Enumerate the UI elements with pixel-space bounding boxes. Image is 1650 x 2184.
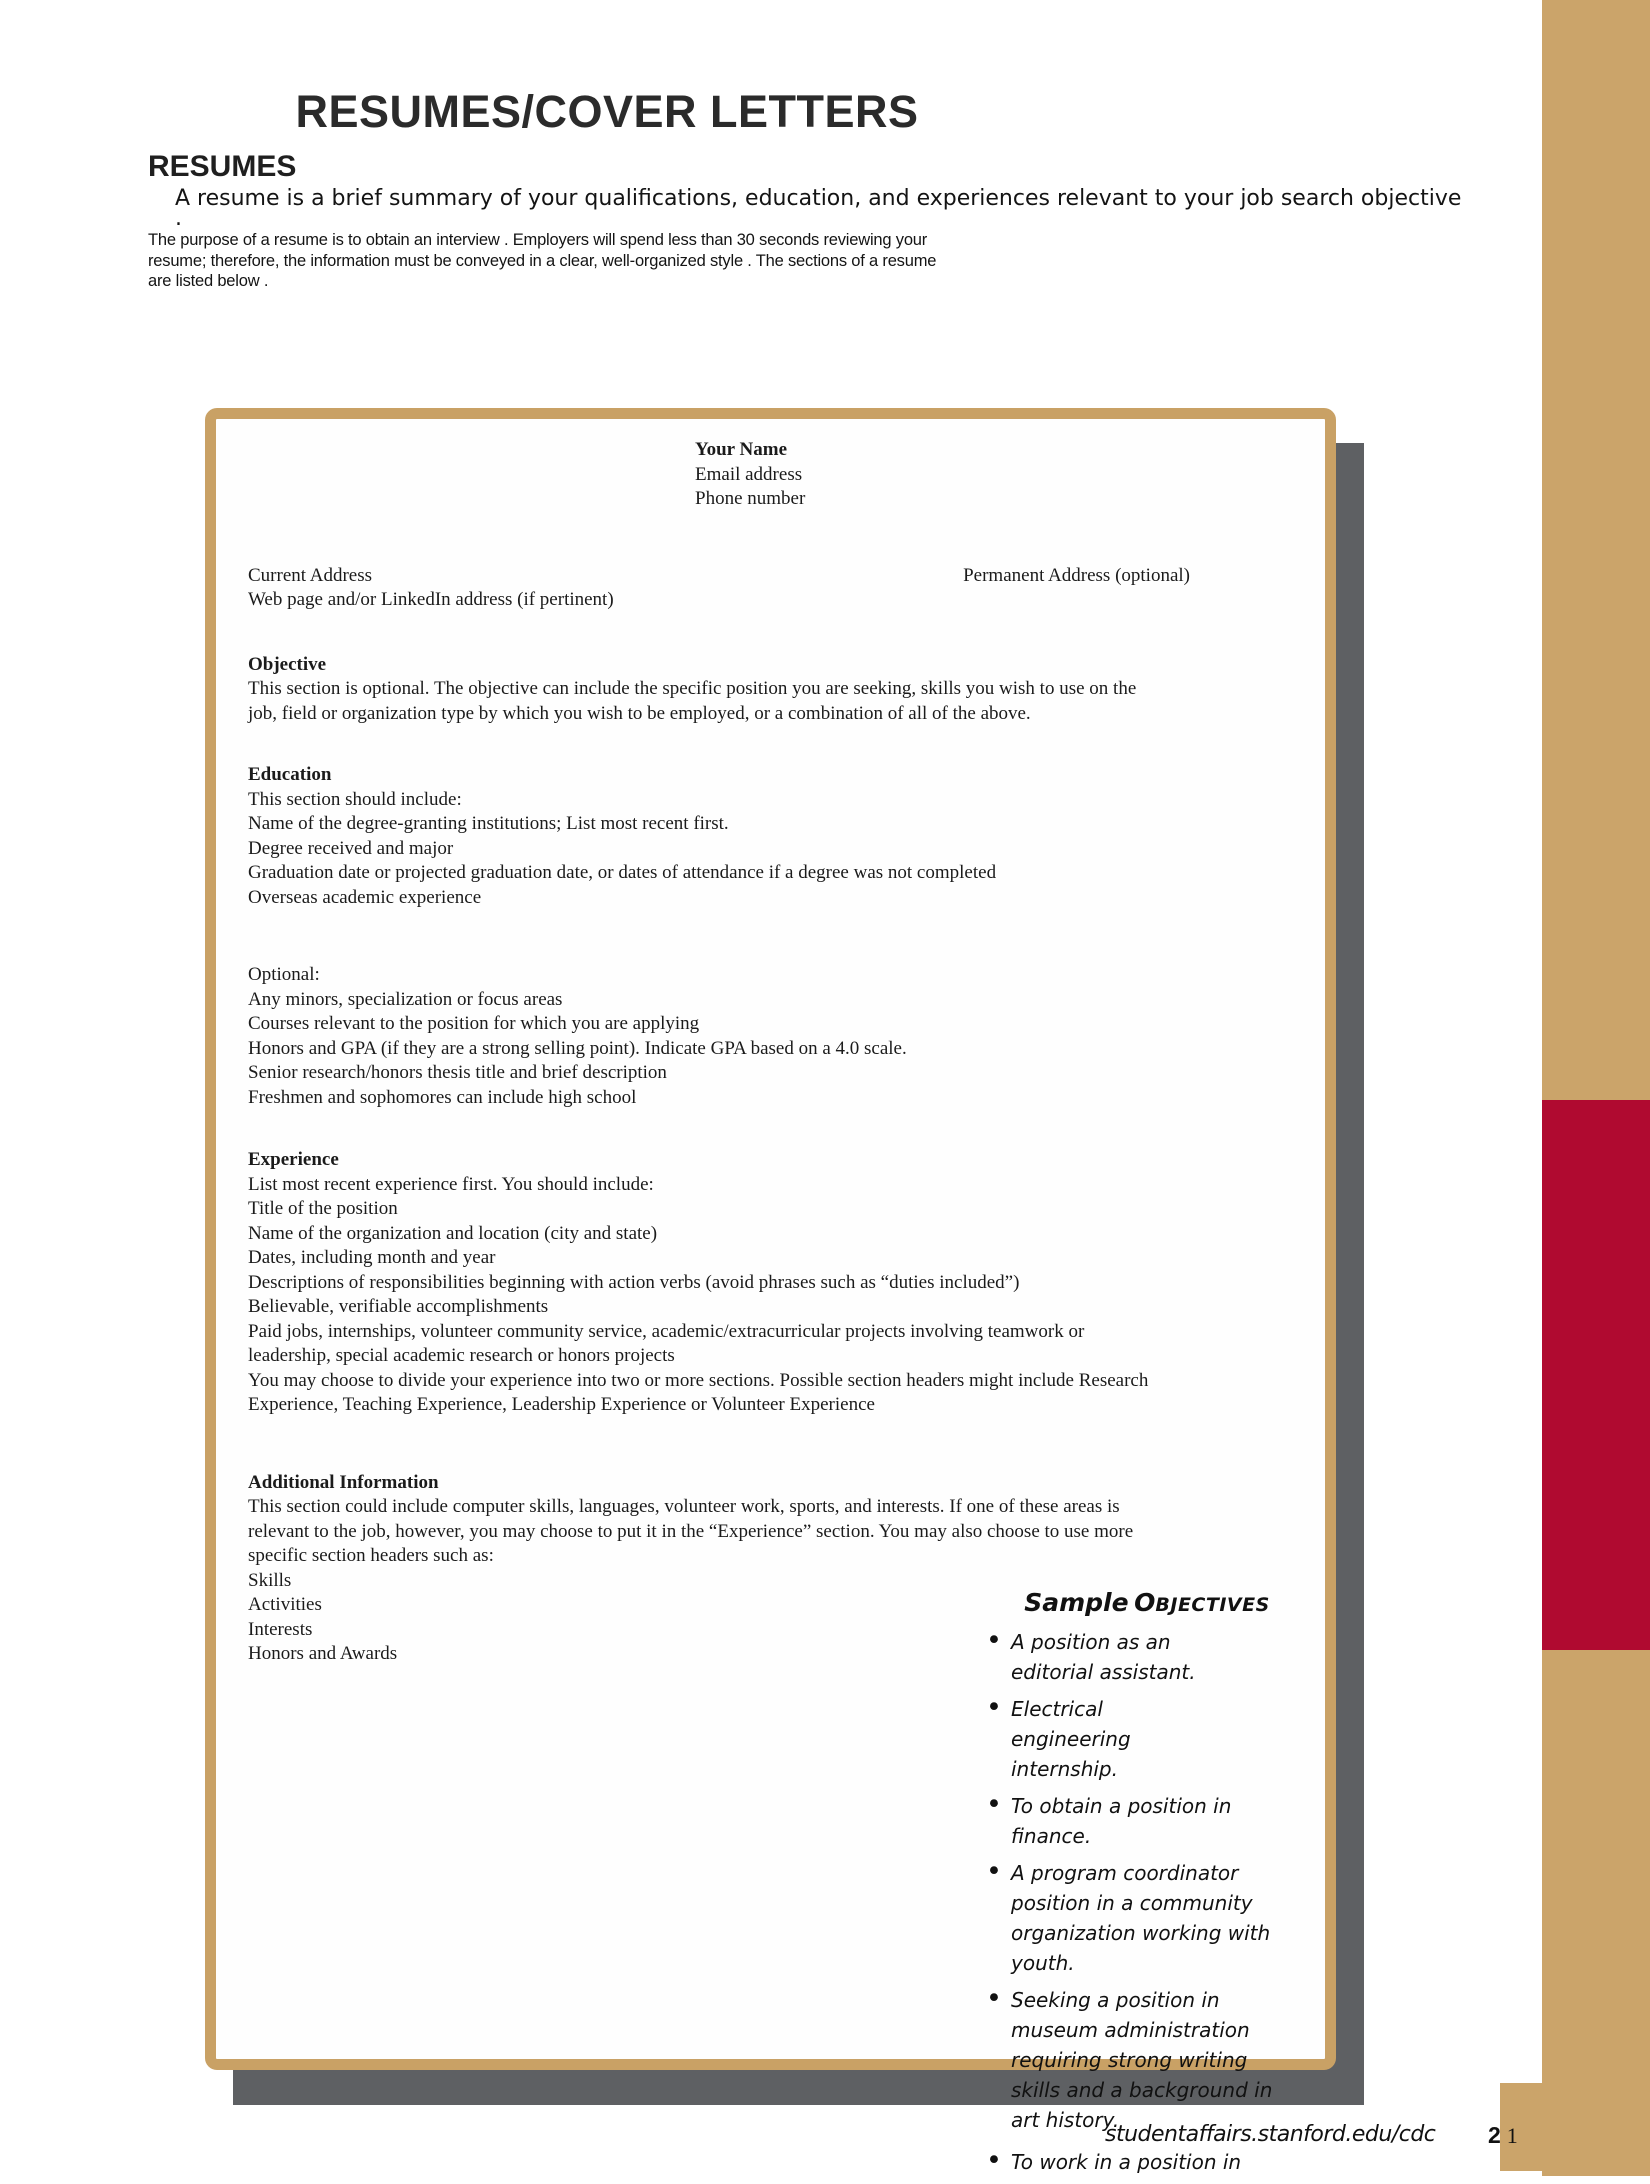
optional-line6: Freshmen and sophomores can include high school — [248, 1086, 637, 1108]
experience-line1: List most recent experience first. You should include: — [248, 1173, 654, 1195]
objective-line2: job, field or organization type by which you wish to be employed, or a combination of all of the above. — [248, 702, 1031, 724]
additional-line1: This section could include computer skills, languages, volunteer work, sports, and interests. If one of these areas is — [248, 1496, 1120, 1517]
education-heading: Education — [248, 764, 332, 785]
objective-item-2 — [985, 1694, 1295, 1784]
experience-line6: Believable, verifiable accomplishments — [248, 1296, 549, 1317]
objective-item-2-line1: • Electrical — [1011, 1697, 1103, 1721]
sample-objectives-list — [985, 1627, 1295, 2177]
page-number — [1488, 2122, 1518, 2149]
education-line1: This section should include: — [248, 788, 462, 810]
footer-url: studentaffairs.stanford.edu/cdc — [1105, 2122, 1436, 2147]
right-accent-band — [1542, 0, 1650, 2176]
experience-line9: You may choose to divide your experience into two or more sections. Possible section headers might include Research — [248, 1369, 1149, 1391]
additional-line2: relevant to the job, however, you may choose to put it in the “Experience” section. You may also choose to use more — [248, 1520, 1134, 1542]
objective-item-1 — [985, 1627, 1295, 1687]
sample-objectives-title — [985, 1588, 1295, 1617]
sample-objectives-callout — [985, 1588, 1295, 2184]
experience-line10: Experience, Teaching Experience, Leadership Experience or Volunteer Experience — [248, 1394, 875, 1415]
optional-line4: Honors and GPA (if they are a strong selling point). Indicate GPA based on a 4.0 scale. — [248, 1037, 907, 1059]
red-accent-block — [1542, 1100, 1650, 1650]
education-line2: Name of the degree-granting institutions; List most recent first. — [248, 813, 729, 834]
experience-line7: Paid jobs, internships, volunteer community service, academic/extracurricular projects involving teamwork or — [248, 1320, 1085, 1342]
additional-line4: Skills — [248, 1569, 292, 1591]
objective-item-1-line1: • A position as an — [1011, 1630, 1171, 1654]
page-number-light: 1 — [1506, 2123, 1518, 2148]
objective-item-5-line3: requiring strong writing — [1011, 2048, 1248, 2072]
experience-heading: Experience — [248, 1149, 339, 1170]
objective-item-4-line1: • A program coordinator — [1011, 1861, 1239, 1885]
education-section — [248, 763, 1305, 910]
optional-line2: Any minors, specialization or focus areas — [248, 988, 563, 1010]
experience-line8: leadership, special academic research or honors projects — [248, 1345, 675, 1366]
intro2-line1: The purpose of a resume is to obtain an interview . Employers will spend less than 30 seconds reviewing your — [148, 231, 928, 249]
optional-line3: Courses relevant to the position for which you are applying — [248, 1013, 700, 1034]
objective-item-1-line2: editorial assistant. — [1011, 1660, 1196, 1684]
permanent-address-label: Permanent Address (optional) — [963, 564, 1190, 586]
optional-line5: Senior research/honors thesis title and brief description — [248, 1062, 667, 1083]
intro-paragraph-2 — [148, 230, 936, 292]
optional-section — [248, 963, 1305, 1110]
resume-template-content — [216, 419, 1325, 1667]
objective-line1: This section is optional. The objective can include the specific position you are seeking, skills you wish to use on the — [248, 678, 1137, 699]
additional-line6: Interests — [248, 1618, 313, 1640]
sample-objectives-title-cap: O — [1134, 1588, 1156, 1617]
your-name-line: Your Name — [695, 439, 788, 460]
page-number-bold: 2 — [1488, 2122, 1501, 2148]
additional-line3: specific section headers such as: — [248, 1545, 494, 1566]
sample-objectives-title-word: Sample — [1024, 1588, 1129, 1617]
objective-item-4-line3: organization working with — [1011, 1921, 1271, 1945]
objective-item-3-line1: • To obtain a position in — [1011, 1794, 1232, 1818]
objective-item-5 — [985, 1985, 1295, 2135]
intro-orphan-period: . — [175, 206, 182, 231]
intro-paragraph-line: A resume is a brief summary of your qualifications, education, and experiences relevant to your job search objective — [175, 186, 1462, 211]
phone-line: Phone number — [695, 488, 806, 509]
education-line3: Degree received and major — [248, 837, 454, 859]
objective-section — [248, 653, 1305, 727]
additional-line7: Honors and Awards — [248, 1643, 398, 1664]
additional-line5: Activities — [248, 1594, 322, 1615]
current-address-label: Current Address — [248, 564, 373, 586]
objective-item-5-line1: • Seeking a position in — [1011, 1988, 1220, 2012]
objective-item-2-line2: engineering — [1011, 1727, 1131, 1751]
objective-item-3 — [985, 1791, 1295, 1851]
objective-item-partial — [985, 2147, 1295, 2177]
education-line5: Overseas academic experience — [248, 886, 482, 908]
objective-item-5-line5: art history. — [1011, 2108, 1120, 2132]
objective-item-5-line2: museum administration — [1011, 2018, 1250, 2042]
experience-line3: Name of the organization and location (city and state) — [248, 1222, 658, 1244]
email-line: Email address — [695, 463, 803, 485]
objective-item-4 — [985, 1858, 1295, 1978]
objective-item-6-line1: • To work in a position in — [1011, 2150, 1242, 2174]
web-linkedin-line: Web page and/or LinkedIn address (if pertinent) — [248, 589, 614, 610]
resumes-heading: RESUMES — [148, 150, 297, 183]
intro2-line3: are listed below . — [148, 272, 269, 290]
experience-line2: Title of the position — [248, 1198, 398, 1219]
additional-heading: Additional Information — [248, 1471, 439, 1493]
objective-item-3-line2: finance. — [1011, 1824, 1092, 1848]
sample-objectives-title-caps: BJECTIVES — [1155, 1594, 1270, 1616]
objective-item-2-line3: internship. — [1011, 1757, 1118, 1781]
address-row — [248, 564, 1305, 589]
intro2-line2: resume; therefore, the information must be conveyed in a clear, well-organized style . The sections of a resume — [148, 251, 937, 270]
experience-line5: Descriptions of responsibilities beginning with action verbs (avoid phrases such as “duties included”) — [248, 1271, 1020, 1293]
bottom-corner-accent — [1500, 2083, 1650, 2171]
page-title: RESUMES/COVER LETTERS — [295, 86, 919, 137]
objective-heading: Objective — [248, 653, 327, 675]
objective-item-5-line4: skills and a background in — [1011, 2078, 1273, 2102]
experience-section — [248, 1148, 1305, 1418]
objective-item-4-line4: youth. — [1011, 1951, 1075, 1975]
optional-line1: Optional: — [248, 964, 320, 985]
contact-block — [695, 438, 1305, 512]
objective-item-4-line2: position in a community — [1011, 1891, 1253, 1915]
experience-line4: Dates, including month and year — [248, 1247, 496, 1268]
education-line4: Graduation date or projected graduation date, or dates of attendance if a degree was not completed — [248, 862, 997, 883]
